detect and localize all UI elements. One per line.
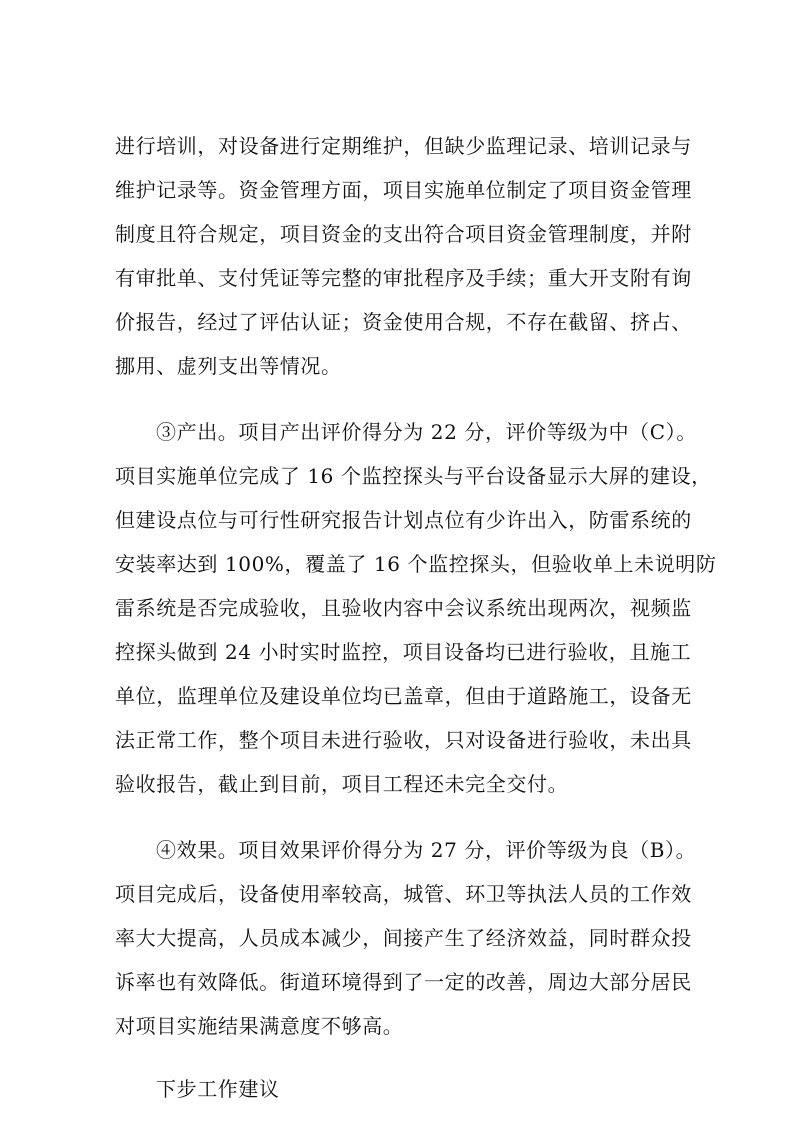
text-line: 进行培训，对设备进行定期维护，但缺少监理记录、培训记录与 — [115, 134, 692, 158]
text-line: 对项目实施结果满意度不够高。 — [115, 1014, 404, 1038]
text-line: 但建设点位与可行性研究报告计划点位有少许出入，防雷系统的 — [115, 508, 692, 532]
text-line: 控探头做到 24 小时实时监控，项目设备均已进行验收，且施工 — [115, 640, 692, 664]
text-line: 维护记录等。资金管理方面，项目实施单位制定了项目资金管理 — [115, 178, 692, 202]
text-line: ③产出。项目产出评价得分为 22 分，评价等级为中（C）。 — [156, 420, 697, 444]
text-line: 法正常工作，整个项目未进行验收，只对设备进行验收，未出具 — [115, 728, 692, 752]
text-line: 单位，监理单位及建设单位均已盖章，但由于道路施工，设备无 — [115, 684, 692, 708]
text-line: 挪用、虚列支出等情况。 — [115, 354, 342, 378]
text-line: 安装率达到 100%，覆盖了 16 个监控探头，但验收单上未说明防 — [115, 552, 717, 576]
text-line: 率大大提高，人员成本减少，间接产生了经济效益，同时群众投 — [115, 926, 692, 950]
text-line: 诉率也有效降低。街道环境得到了一定的改善，周边大部分居民 — [115, 970, 692, 994]
text-line: 有审批单、支付凭证等完整的审批程序及手续；重大开支附有询 — [115, 266, 692, 290]
text-line: 制度且符合规定，项目资金的支出符合项目资金管理制度，并附 — [115, 222, 692, 246]
text-line: 项目完成后，设备使用率较高，城管、环卫等执法人员的工作效 — [115, 882, 692, 906]
text-line: 项目实施单位完成了 16 个监控探头与平台设备显示大屏的建设， — [115, 464, 712, 488]
text-line: ④效果。项目效果评价得分为 27 分，评价等级为良（B）。 — [156, 838, 697, 862]
text-line: 验收报告，截止到目前，项目工程还未完全交付。 — [115, 772, 569, 796]
text-line: 雷系统是否完成验收，且验收内容中会议系统出现两次，视频监 — [115, 596, 692, 620]
section-heading: 下步工作建议 — [156, 1077, 280, 1101]
text-line: 价报告，经过了评估认证；资金使用合规，不存在截留、挤占、 — [115, 310, 692, 334]
